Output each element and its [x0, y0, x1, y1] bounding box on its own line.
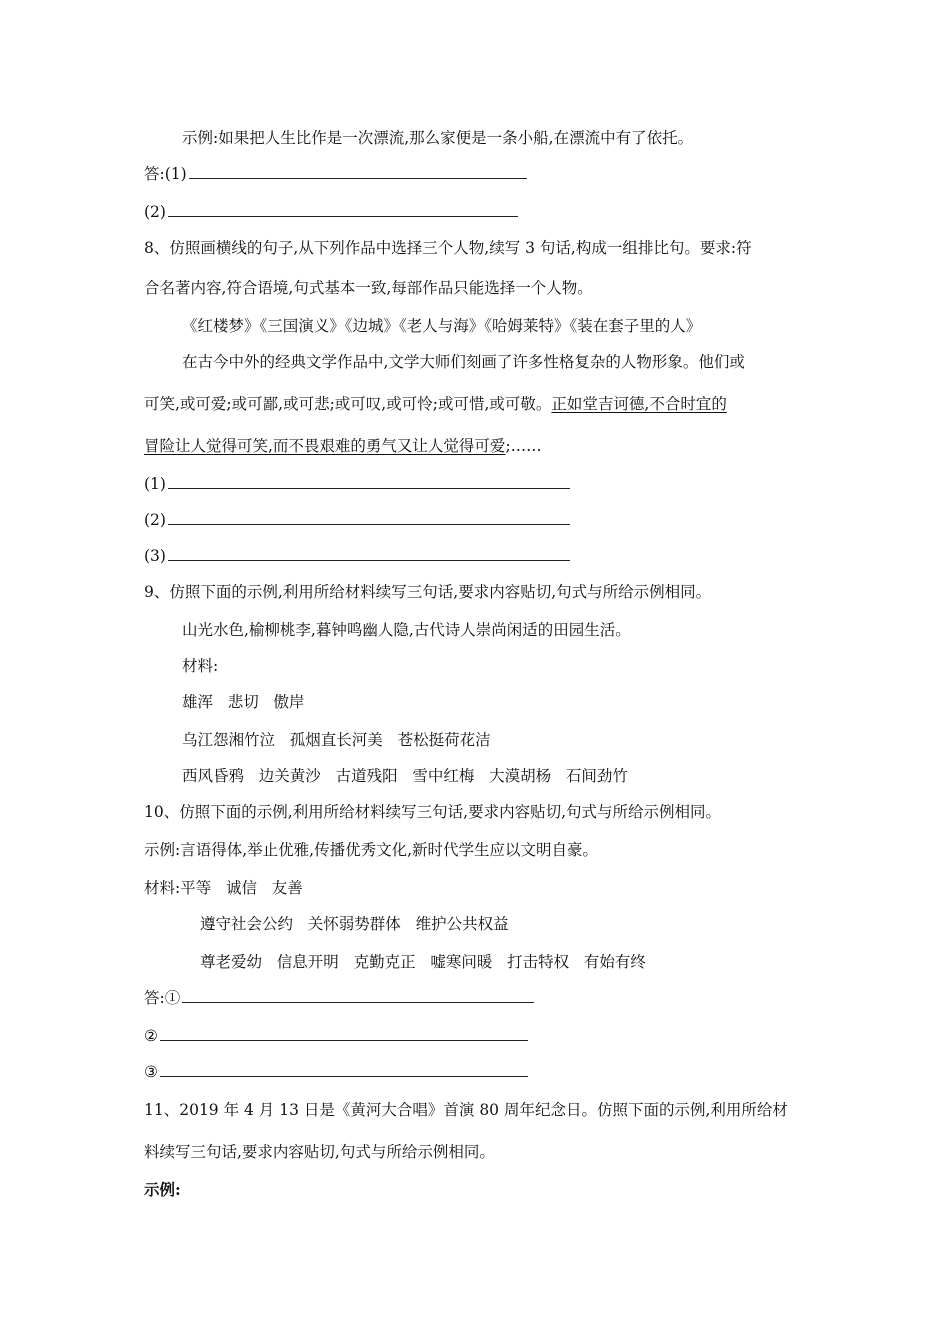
q8-paragraph-line-1: 在古今中外的经典文学作品中,文学大师们刻画了许多性格复杂的人物形象。他们或 [182, 353, 745, 371]
q8-paragraph-plain: 可笑,或可爱;或可鄙,或可悲;或可叹,或可怜;或可惜,或可敬。 [144, 395, 552, 413]
q7-answer-1-prefix: 答:(1) [144, 165, 187, 183]
q7-answer-2-prefix: (2) [144, 203, 166, 221]
q8-books: 《红楼梦》《三国演义》《边城》《老人与海》《哈姆莱特》《装在套子里的人》 [182, 317, 702, 335]
q10-answer-3 [144, 1062, 528, 1082]
q10-material-line-1: 材料:平等 诚信 友善 [144, 879, 303, 897]
q8-blank-3 [144, 546, 570, 566]
q8-title-line-1: 8、仿照画横线的句子,从下列作品中选择三个人物,续写 3 句话,构成一组排比句。要求:符 [144, 239, 752, 257]
q10-answer-3-blank[interactable] [160, 1062, 528, 1077]
q8-blank-1-line[interactable] [168, 474, 570, 489]
q8-blank-3-line[interactable] [168, 546, 570, 561]
q11-title-line-1: 11、2019 年 4 月 13 日是《黄河大合唱》首演 80 周年纪念日。仿照下面的示例,利用所给材 [144, 1101, 788, 1119]
q8-blank-1-prefix: (1) [144, 475, 166, 493]
q7-answer-1-blank[interactable] [189, 164, 527, 179]
q8-title-line-2: 合名著内容,符合语境,句式基本一致,每部作品只能选择一个人物。 [144, 279, 593, 297]
q7-example: 示例:如果把人生比作是一次漂流,那么家便是一条小船,在漂流中有了依托。 [182, 129, 694, 147]
q9-material-row-2: 乌江怨湘竹泣 孤烟直长河美 苍松挺荷花洁 [182, 731, 491, 749]
q9-material-row-1: 雄浑 悲切 傲岸 [182, 693, 305, 711]
q7-answer-1 [144, 164, 527, 184]
q7-answer-2 [144, 202, 518, 222]
q8-underlined-sentence-start: 正如堂吉诃德,不合时宜的 [551, 395, 727, 413]
q10-answer-2 [144, 1026, 528, 1046]
q10-answer-2-prefix: ② [144, 1027, 158, 1045]
q8-paragraph-tail: ;…… [505, 437, 542, 455]
q8-blank-1 [144, 474, 570, 494]
q10-answer-1-blank[interactable] [182, 988, 534, 1003]
q10-example: 示例:言语得体,举止优雅,传播优秀文化,新时代学生应以文明自豪。 [144, 841, 599, 859]
q8-blank-3-prefix: (3) [144, 547, 166, 565]
q11-title-line-2: 料续写三句话,要求内容贴切,句式与所给示例相同。 [144, 1143, 495, 1161]
q10-answer-1-prefix: 答:① [144, 989, 181, 1007]
q10-material-line-3: 尊老爱幼 信息开明 克勤克正 嘘寒问暖 打击特权 有始有终 [200, 953, 646, 971]
q8-paragraph-line-3 [144, 436, 542, 456]
q8-blank-2-prefix: (2) [144, 511, 166, 529]
q11-example-label: 示例: [144, 1180, 181, 1199]
q10-answer-3-prefix: ③ [144, 1063, 158, 1081]
q9-example: 山光水色,榆柳桃李,暮钟鸣幽人隐,古代诗人崇尚闲适的田园生活。 [182, 621, 631, 639]
q8-paragraph-line-2 [144, 394, 727, 414]
q10-title: 10、仿照下面的示例,利用所给材料续写三句话,要求内容贴切,句式与所给示例相同。 [144, 803, 722, 821]
q7-answer-2-blank[interactable] [168, 202, 518, 217]
q10-answer-1 [144, 988, 534, 1008]
q8-blank-2 [144, 510, 570, 530]
q9-title: 9、仿照下面的示例,利用所给材料续写三句话,要求内容贴切,句式与所给示例相同。 [144, 583, 712, 601]
q9-material-label: 材料: [182, 657, 219, 675]
q10-material-line-2: 遵守社会公约 关怀弱势群体 维护公共权益 [200, 915, 509, 933]
q9-material-row-3: 西风昏鸦 边关黄沙 古道残阳 雪中红梅 大漠胡杨 石间劲竹 [182, 767, 628, 785]
q8-blank-2-line[interactable] [168, 510, 570, 525]
q10-answer-2-blank[interactable] [160, 1026, 528, 1041]
q8-underlined-sentence-end: 冒险让人觉得可笑,而不畏艰难的勇气又让人觉得可爱 [144, 437, 506, 455]
